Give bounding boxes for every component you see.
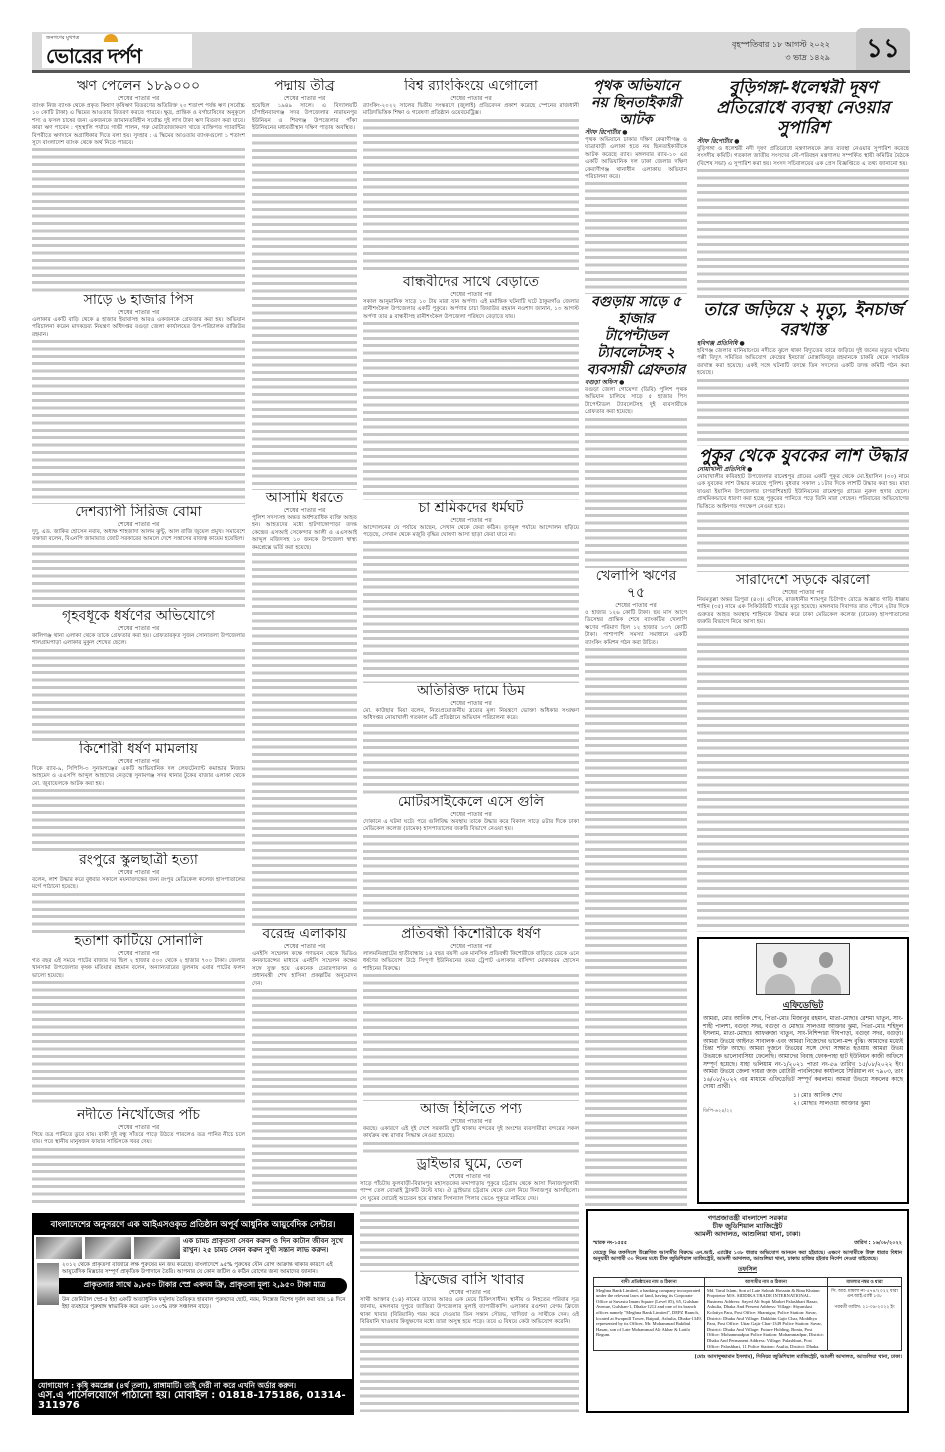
article-byline: স্টাফ রিপোর্টার ● <box>697 138 740 145</box>
case-cell <box>828 1286 902 1351</box>
ad-phone-numbers: এস.এ পার্সেলযোগে পাঠানো হয়। মোবাইল : 01818-175186, 01314-311976 <box>38 1390 346 1411</box>
article-body: গত বছর এই সময়ে পাটের বাজার দর ছিল ২ হাজার ৫০০ থেকে ২ হাজার ৭০০ টাকা। জেলার খানসামা উপজেলার কৃষক মতিয়ার রহমান বলেন, অন্যান্যবারের তুলনায় এবার পাটের ফলন ভালো হয়েছে। <box>32 958 245 979</box>
article-text-lines <box>252 553 357 926</box>
article-headline[interactable]: সাড়ে ৬ হাজার পিস <box>83 292 194 308</box>
continued-label: শেষের পাতার পর <box>782 589 824 596</box>
ad-photo <box>134 1237 180 1259</box>
page-number: ১১ <box>856 28 910 70</box>
news-article <box>585 78 687 294</box>
article-headline[interactable]: আজ হিলিতে পণ্য <box>420 1101 522 1117</box>
continued-label: শেষের পাতার পর <box>283 95 326 102</box>
article-body: গিয়ে তত্র পানিতে ডুবে যায়। বাকী দুই বন্ধু সাঁতরে পাড়ে উঠতে পারলেও তত্র পানির নীচে চলে যায়। পরে স্থানীয় মানুষজন ফায়ার সার্ভিসকে খবর দেয়। <box>32 1132 245 1146</box>
article-text-lines <box>252 134 357 490</box>
ad-tagline: এক চামচ প্রাকৃতসা সেবন করুন ও দিন কাটান জীবন সুখে রাখুন। ২৫ চামচ সেবন করুন সুখী সন্তান লাভ করুন। <box>183 1237 344 1254</box>
article-body: সাড়ে পাঁচটায় ফুলবাড়ী-বিরামপুর মহাসড়কের মদ্দাপাড়ায় পুকুরে চট্টগ্রাম থেকে আসা দিনাজপুরগামী পাম্প তেল বোঝাই ট্রাকটি উল্টে যায়। ঐ ড্রাইভার চট্টগ্রাম থেকে তেল নিয়ে দিনাজপুর আসছিলো। সে ঘুমের ঘোরেই অচেতন হয়ে রাস্তার সিগন্যাল পিলার ভেঙে পুকুরে নামিয়ে দেয়। <box>360 1181 579 1202</box>
article-headline[interactable]: রংপুরে স্কুলছাত্রী হত্যা <box>79 852 198 868</box>
news-article <box>32 292 245 504</box>
table-row <box>594 1286 902 1351</box>
article-headline[interactable]: পদ্মায় তীব্র <box>274 78 335 94</box>
news-article <box>360 1156 579 1272</box>
plaintiff-cell: Meghna Bank Limited, a banking company incorporated under the relevant laws of land, having its Corporate Office at Suvastu Imam Square (Level 05), 65, Gulshan Avenue, Gulshan-1, Dhaka-1212 and one of its branch offices namely "Meghna Bank Limited", DEPZ Branch, located at Swapnill Tower, Baipail, Ashulia, Dhaka-1349, represented by its Officer, Mr. Mohammad Rakibul Hasan, son of Late Mohammad Ali Akbar & Latifa Begum. <box>594 1286 705 1351</box>
article-headline[interactable]: বিশ্ব র‍্যাংকিংয়ে এগোলো <box>404 78 538 94</box>
news-article <box>363 683 579 794</box>
news-article <box>360 1272 579 1412</box>
article-body: বগুড়া জেলা গোয়েন্দা (ডিবি) পুলিশ পৃথক অভিযান চালিয়ে সাড়ে ৫ হাজার পিস টাপেন্টাডল ট্যাবলেটসহ দুই ব্যবসায়ীকে গ্রেফতার করা হয়েছে। <box>585 387 687 416</box>
notice-paragraph: যেহেতু নিম্ন তফসিলে উল্লেখিত আসামীর বিরুদ্ধে এন.আই. এ্যাক্টের ১৩৮ ধারার অভিযোগ আনয়ন করা হইয়াছে। এক্ষণে আসামীকে উক্ত ধারার বিধান অনুযায়ী আগামী ৩০ দিনের মধ্যে চীফ জুডিশিয়াল ম্যাজিস্ট্রেট, আমলী আদালত, আশুলিয়া থানা, ঢাকায় হাজির হইবার নির্দেশ দেওয়া যাইতেছে। <box>593 1250 902 1262</box>
article-headline[interactable]: পুকুর থেকে যুবকের লাশ উদ্ধার <box>698 446 908 466</box>
article-body: হয়েছিল ১৯৪৯ সালে। এ বিদ্যালয়টি চাঁপাইনবাবগঞ্জ সদর উপজেলার নারায়নপুর ইউনিয়ন ও শিবগঞ্জ উপজেলার পাঁকা ইউনিয়নের মধ্যবর্তীস্থান দক্ষিণ পাড়ায় অবস্থিত। <box>252 103 357 132</box>
news-article <box>32 608 245 741</box>
article-headline[interactable]: বরেন্দ্র এলাকায় <box>262 926 347 942</box>
case-number: সি. আর. মামলা নং-৫৭৪/২০২২ ধারা এন.আই.এ্যাক্ট ১৩৮ <box>831 1287 898 1299</box>
article-body: এনইসি সম্মেলন কক্ষে গণভবন থেকে ভিডিও কনফারেন্সের মাধ্যমে এনইসি সম্মেলন কক্ষের সঙ্গে যুক্ত হয়ে একনেক চেয়ারপারসন ও প্রধানমন্ত্রী শেখ হাসিনা প্রকল্পটির অনুমোদন দেন। <box>252 951 357 987</box>
article-body: এলাকার একটি বাড়ি থেকে ৪ হাজার ইয়াবাসহ আরও একজনকে গ্রেফতার করা হয়। অভিযান পরিচালনা করেন মাদকদ্রব্য নিয়ন্ত্রণ অধিদপ্তর বগুড়া জেলা কার্যালয়ের উপ-পরিচালক রাজিউর রহমান। <box>32 317 245 338</box>
news-article <box>32 852 245 933</box>
article-byline: হবিগঞ্জ প্রতিনিধি ● <box>697 340 745 347</box>
article-headline[interactable]: বগুড়ায় সাড়ে ৫ হাজার টাপেন্টাডল ট্যাবলেটসহ ২ ব্যবসায়ী গ্রেফতার <box>586 294 686 378</box>
news-article <box>363 500 579 683</box>
article-text-lines <box>363 119 579 274</box>
article-text-lines <box>697 512 909 572</box>
accused-cell: Md. Tarul Islam, Son of Late Sohrab Hossain & Rina Khatun Proprietor M/S. SIDDIKA TRADE INTERNATIONAL. Business Address: Sayed Ali Supti Market Palashbari Bazar, Ashulia, Dhaka And Present Address: Village: Shyamlasi Kolatiya Para, Post Office: Sharnigar, Police Station: Savar, District: Dhaka And Village: Dakkhin Gajir Char, Moddhya Para, Post Office: Uttar Gajir Char-1349 Police Station: Savar, District: Dhaka And Village: Future Holding, Bonia, Post Office: Mohammadpur Police Station: Mohammadpur, District: Dhaka And Permanent Address: Village: Palashbari, Post Office: Palashbari, 11 Police Station: Asulia, District: Dhaka. <box>704 1286 827 1351</box>
continued-label: শেষের পাতার পর <box>448 1173 491 1180</box>
continued-label: শেষের পাতার পর <box>117 625 160 632</box>
article-text-lines <box>32 1148 245 1207</box>
article-text-lines <box>32 981 245 1107</box>
ad-text: ২০১২ থেকে প্রাকৃতসা বাজারে লক্ষ পুরুষের মন জয় করেছে। বাংলাদেশে ৯৫% পুরুষের যৌন রোগ আক্রান্ত থাকার কারণে এই আয়ুর্বেদিক মিক্সচার সম্পূর্ণ প্রাকৃতিক উপাদানে তৈরি। আপনার যে কোন জটিল ও কঠিন রোগের জন্য আমাদের জানান। <box>62 1262 333 1275</box>
article-headline[interactable]: অতিরিক্ত দামে ডিম <box>417 683 525 699</box>
ad-photo <box>36 1237 82 1259</box>
news-article <box>363 794 579 926</box>
continued-label: শেষের পাতার পর <box>450 95 492 102</box>
article-body: হবিগঞ্জ জেলার বানিয়াচংয়ে নদীতে ঝুলে থাকা বিদ্যুতের তারে জড়িয়ে দুই জনের মৃত্যুর ঘটনায় পল্লী বিদ্যুৎ সমিতির অভিযোগ কেন্দ্রের ইনচার্জ মোস্তাফিজুর রহমানকে চাকরি থেকে সাময়িক বরখাস্ত করা হয়েছে। একই সঙ্গে ঘটনাটি তদন্তে তিন সদস্যের একটি তদন্ত কমিটি গঠন করা হয়েছে। <box>697 348 909 377</box>
article-body: করছে। একারণে এই দুই দেশে সরকারি ছুটি থাকায় বন্দরের দুই অংশের ব্যবসায়ীরা বন্দরের সকল কার্যক্রম বন্ধ রাখার সিদ্ধান্ত নেওয়া হয়েছে। <box>363 1126 579 1140</box>
article-text-lines <box>585 648 687 1208</box>
continued-label: শেষের পাতার পর <box>283 943 326 950</box>
column-header: মামলার নম্বর ও ধারা <box>828 1278 902 1287</box>
article-text-lines <box>32 148 245 292</box>
news-article <box>363 1101 579 1156</box>
ad-price-banner: প্রাকৃতসার সাথে ৯,৮৫০ টাকার স্প্রে একদম ফ্রি, প্রাকৃতসা মূল্য ২,৯৫০ টাকা মাত্র <box>39 1278 347 1294</box>
bangla-date: ৩ ভাদ্র ১৪২৯ <box>785 53 830 62</box>
article-headline[interactable]: বুড়িগঙ্গা-ধলেশ্বরী দূষণ প্রতিরোধে ব্যবস্থা নেওয়ার সুপারিশ <box>716 78 890 138</box>
continued-label: শেষের পাতার পর <box>450 943 492 950</box>
ad-contact <box>34 1379 352 1413</box>
article-headline[interactable]: খেলাপি ঋণের ৭৫ <box>595 568 677 601</box>
news-article <box>252 490 357 926</box>
article-body: ৫ হাজার ১২৬ কোটি টাকা। ছয় মাস আগে ডিসেম্বর প্রান্তিক শেষে ব্যাংকটির খেলাপি ঋণের পরিমাণ ছিল ১২ হাজার ১৩৭ কোটি টাকা। পাশাপাশি সমস্যা সমাধানে একটি ব্যাংকিং কমিশন গঠন করা উচিত। <box>585 610 687 646</box>
affidavit-title: এফিডেভিট <box>782 1001 824 1011</box>
article-headline[interactable]: হতাশা কাটিয়ে সোনালি <box>74 933 203 949</box>
continued-label: শেষের পাতার পর <box>117 758 160 765</box>
notice-date: তারিখ : ১৬/০৮/২০২২ <box>854 1240 902 1246</box>
article-byline: নোয়াখালী প্রতিনিধি ● <box>697 466 753 473</box>
continued-label: শেষের পাতার পর <box>450 517 492 524</box>
news-article <box>697 446 909 572</box>
article-text-lines <box>585 182 687 294</box>
article-text-lines <box>697 379 909 446</box>
product-box-image <box>37 1263 59 1305</box>
article-body: কালিগঞ্জ থানা এলাকা থেকে তাকে গ্রেফতার করা হয়। গ্রেফতারকৃত সুজন সোনাতলা উপজেলার শালগ্রামপাড়া এলাকার মুকুল শেখের ছেলে। <box>32 633 245 647</box>
gregorian-date: বৃহস্পতিবার ১৮ আগস্ট ২০২২ <box>732 40 830 49</box>
article-text-lines <box>697 628 909 932</box>
continued-label: শেষের পাতার পর <box>450 1118 492 1125</box>
article-text-lines <box>360 1204 579 1272</box>
court-notice <box>586 1209 909 1413</box>
newspaper-logo[interactable] <box>42 34 192 68</box>
ayurvedic-advertisement <box>32 1213 354 1415</box>
article-text-lines <box>697 169 909 300</box>
news-article <box>697 78 909 300</box>
news-article <box>585 294 687 568</box>
ad-title: বাংলাদেশের অনুসরণে এক আইএসওকৃত প্রতিষ্ঠান অপূর্ব আধুনিক আয়ুর্বেদিক সেন্টার। <box>34 1215 352 1235</box>
notice-govt: গণপ্রজাতন্ত্রী বাংলাদেশ সরকার <box>707 1214 788 1222</box>
article-body: নিয়মতুল্লা অন্তর ত্রিপুরা (৪০)। এদিকে, রাজধানীর শ্যামপুর চিটাগাং রোডে অজ্ঞাত গাড়ি ধাক্কায় শাহিন (৩৫) নামে এক সিকিউরিটি গার্ডের মৃত্যু হয়েছে। মঙ্গলবার দিবাগত রাত পৌনে ২টার দিকে গুরুতর আহত অবস্থায় শাহিনকে উদ্ধার করে ঢাকা মেডিকেল কলেজ (ঢামেক) হাসপাতালের জরুরি বিভাগে নিয়ে আসা হয়। <box>697 597 909 626</box>
article-body: বুড়িগঙ্গা ও ধলেশ্বরী নদী দূষণ প্রতিরোধে মন্ত্রণালয়কে দ্রুত ব্যবস্থা নেওয়ার সুপারিশ করেছে সংসদীয় কমিটি। গতকাল জাতীয় সংসদের নৌ-পরিবহন মন্ত্রণালয় সম্পর্কিত স্থায়ী কমিটির বৈঠকে (বিশেষ সভা) এ সুপারিশ করা হয়। সংসদ সচিবালয়ের এক প্রেস বিজ্ঞপ্তিতে এ তথ্য জানানো হয়। <box>697 146 909 167</box>
article-body: দুদু, এড. জাকির হোসেন নবাব, অধ্যক্ষ শাহজাদা আলম ঝুন্টু, আল রাজি জুয়েল প্রমুখ। সমাবেশে বক্তারা বলেন, বিএনপি জামায়াত জোট সরকারের আমলে দেশে সন্ত্রাসের রাজত্ব কায়েম হয়েছিল। <box>32 529 245 543</box>
news-article <box>363 926 579 1101</box>
person-photo <box>757 944 803 994</box>
article-headline[interactable]: চা শ্রমিকদের ধর্মঘট <box>418 500 524 516</box>
article-body: নোয়াখালীর কবিরহাট উপজেলার রামেশ্বপুর গ্রামের একটি পুকুর থেকে মো.ইয়াসিন (৩০) নামে এক যুবকের লাশ উদ্ধার করেছে পুলিশ। বুধবার সকাল ১১টার দিকে লাশটি উদ্ধার করা হয়। মারা যাওয়া ইয়াসিন উপজেলার চাপরাশিরহাট ইউনিয়নের রামেশ্বপুর গ্রামের নুরুল হুদার ছেলে। প্রাথমিকভাবে ধারণা করা হচ্ছে পুকুরের পানিতে পড়ে তিনি মারা গেছেন। পরিবারের অভিযোগের ভিত্তিতে আইনগত পদক্ষেপ নেওয়া হবে। <box>697 474 909 510</box>
article-headline[interactable]: ঋণ পেলেন ১৮৯০০০ <box>76 78 201 94</box>
continued-label: শেষের পাতার পর <box>283 507 326 514</box>
article-text-lines <box>32 340 245 504</box>
article-text-lines <box>32 649 245 741</box>
article-text-lines <box>32 893 245 933</box>
article-headline[interactable]: বান্ধবীদের সাথে বেড়াতে <box>403 274 539 290</box>
article-body: ব্যাংক নিজ ব্যাংক থেকে প্রকৃত কিষাণ কৃষিঋণ বিতরণের অতিরিক্ত ২০ শতাংশ পর্যন্ত ঋণ (সর্বোচ্চ ১০ কোটি টাকা) এ স্কিমের আওতায় বিতরণ করতে পারবে। ক্ষুদ্র, প্রান্তিক ও বর্গাচাষিদের অনুকূলে শস্য ও ফসল চাষের জন্য একজনকে জামানতবিহীন সর্বোচ্চ দুই লাখ টাকা ঋণ বিতরণ করা যাবে। কারা ঋণ পাবেন : গৃহস্থালি পর্যায়ে গাভী পালন, গরু মোটাতাজাকরণ খাতে ব্যক্তিগত গ্যারান্টির বিপরীতে ঋণদানে অগ্রাধিকার দিতে বলা হয়। সুদহার : এ স্কিমের আওতায় ব্যাংকগুলো ১ শতাংশ সুদে বাংলাদেশ ব্যাংক থেকে অর্থ নিতে পারবে। <box>32 103 245 147</box>
continued-label: শেষের পাতার পর <box>117 869 160 876</box>
schedule-table <box>593 1277 902 1351</box>
news-article <box>697 572 909 932</box>
notice-office: চীফ জুডিশিয়াল ম্যাজিস্ট্রেট <box>712 1222 783 1230</box>
next-date: পরবর্তী তারিখ: ২১-০৯-২০২২ ইং <box>834 1304 895 1310</box>
affidavit-notice <box>697 937 909 1204</box>
article-text-lines <box>32 545 245 608</box>
continued-label: শেষের পাতার পর <box>117 521 160 528</box>
article-text-lines <box>363 835 579 926</box>
signatory: ১। মোঃ আনিক শেখ <box>793 1091 842 1099</box>
news-article <box>32 933 245 1107</box>
article-text-lines <box>32 789 245 852</box>
news-article <box>32 78 245 292</box>
ad-text: উন জেনিটাল স্প্রে-৫ ইহা একটি অত্যাধুনিক ফর্মুলায় তৈরিকৃত হারবাল পুরুষদের ছোট, নরম, নিস্তেজ বিশেষ দুর্বল করা যায় ১৪ দিনে ইহা ব্যবহারে পুরুষাঙ্গ স্বাভাবিক করে এবং ১০০% রক্ত সঞ্চালন বাড়ে। <box>62 1297 346 1310</box>
column-header: আসামীর নাম ও ঠিকানা <box>704 1278 827 1287</box>
article-body: সকাল আনুমানিক সাড়ে ১০ টায় মারা যান অর্পণা। এই মর্মান্তিক ঘটনাটি ঘটে ঠাকুরগাঁও জেলার রানীশংকৈল উপজেলার একটি পুকুরে। অর্পণার চাচা জিয়াউর রহমান নওশাদ জানান, ১৩ আগস্ট অর্পণা তার ৪ বান্ধবীসহ রানীশংকৈল উপজেলা পরিষদে বেড়াতে যায়। <box>363 299 579 320</box>
article-body: বলেন, লাশ উদ্ধার করে বুধবার সকালে ময়নাতদন্তের জন্য রংপুর মেডিকেল কলেজ হাসপাতালের মর্গে পাঠানো হয়েছে। <box>32 877 245 891</box>
article-byline: স্টাফ রিপোর্টার ● <box>585 129 628 136</box>
article-text-lines <box>363 974 579 1101</box>
sun-icon <box>104 34 118 42</box>
article-headline[interactable]: ফ্রিজের বাসি খাবার <box>414 1272 525 1288</box>
continued-label: শেষের পাতার পর <box>117 950 160 957</box>
news-article <box>32 1107 245 1207</box>
ad-photo <box>85 1237 131 1259</box>
continued-label: শেষের পাতার পর <box>117 1124 160 1131</box>
news-article <box>363 274 579 500</box>
logo-tagline: জনগণের মুখপত্র <box>46 35 80 41</box>
notice-signature: (মোঃ আসাদুজ্জামান ইসলাম), সিনিয়র জুডিশিয়াল ম্যাজিস্ট্রেট, আমলী আদালত, আশুলিয়া থানা, ঢাকা। <box>694 1354 902 1361</box>
article-headline[interactable]: গৃহবধূকে ধর্ষণের অভিযোগে <box>62 608 215 624</box>
article-body: পৃথক অভিযানে ঢাকার দক্ষিণ কেরাণীগঞ্জ ও যাত্রাবাড়ী এলাকা হতে নয় ছিনতাইকারীকে আটক করেছে র‍্যাব। মঙ্গলবার র‍্যাব-১০ এর একটি আভিযানিক দল ঢাকা জেলার দক্ষিণ কেরাণীগঞ্জ থানাধীন এলাকায় অভিযান পরিচালনা করে। <box>585 137 687 181</box>
article-headline[interactable]: তারে জড়িয়ে ২ মৃত্যু, ইনচার্জ বরখাস্ত <box>703 300 903 340</box>
news-article <box>585 568 687 1208</box>
article-text-lines <box>252 989 357 1206</box>
article-headline[interactable]: কিশোরী ধর্ষণ মামলায় <box>79 741 198 757</box>
continued-label: শেষের পাতার পর <box>450 291 492 298</box>
article-text-lines <box>363 322 579 500</box>
notice-court: আমলী আদালত, আশুলিয়া থানা, ঢাকা। <box>694 1230 801 1238</box>
article-headline[interactable]: মোটরসাইকেলে এসে গুলি <box>397 794 545 810</box>
article-body: দিকে র‍্যাব-৯, সিপিসি-৩ সুনামগঞ্জের একটি আভিযানিক দল লেফটেন্যান্ট কমান্ডার নিজাম আহমেদ ও এএসপি আব্দুল আহাদের নেতৃত্বে সুনামগঞ্জ সদর থানার টুকের বাজার এলাকা থেকে মো. জুবায়েলকে আটক করা হয়। <box>32 766 245 787</box>
article-headline[interactable]: দেশব্যাপী সিরিজ বোমা <box>75 504 202 520</box>
news-article <box>697 300 909 446</box>
couple-photo <box>756 943 850 995</box>
person-photo <box>803 944 849 994</box>
continued-label: শেষের পাতার পর <box>117 309 160 316</box>
continued-label: শেষের পাতার পর <box>450 700 492 707</box>
issue-date <box>732 38 830 64</box>
article-text-lines <box>363 1142 579 1156</box>
continued-label: শেষের পাতার পর <box>450 811 492 818</box>
ad-code: ডিপি-৬২৪/২২ <box>703 1107 733 1114</box>
article-text-lines <box>585 418 687 568</box>
article-headline[interactable]: আসামি ধরতে <box>265 490 344 506</box>
article-body: আন্দোলনের যে পর্যায়ে আছেন, সেখান থেকে ফেরা কঠিন। তৃণমূল পর্যায়ে আন্দোলন ছড়িয়ে পড়েছে, সেখান থেকে মজুরি বৃদ্ধির ঘোষণা আসা ছাড়া ফেরা যাবে না। <box>363 525 579 539</box>
logo-name: ভোরের দর্পণ <box>46 44 141 68</box>
schedule-title: তফসিল <box>737 1266 758 1273</box>
article-body: দোকানে এ ঘটনা ঘটে। পরে গুলিবিদ্ধ অবস্থায় তাকে উদ্ধার করে বিকাল সাড়ে ৪টার দিকে ঢাকা মেডিকেল কলেজ (ঢামেক) হাসপাতালের জরুরি বিভাগে নেওয়া হয়। <box>363 819 579 833</box>
article-body: মো. কাউছার মিয়া বলেন, নিত্যপ্রয়োজনীয় দ্রব্যের মূল্য নিয়ন্ত্রণে ভোক্তা অধিকার সংরক্ষণ অধিদপ্তর নোয়াখালী গতকাল ৬টি প্রতিষ্ঠানে অভিযান পরিচালনা করে। <box>363 708 579 722</box>
news-article <box>252 78 357 490</box>
article-body: পুলিশ সদস্যসহ অন্তত অর্ধশতাধিক ব্যক্তি আহত হন। আহতদের মধ্যে হাটগাঙ্গোপাড়া তদন্ত কেন্দ্রের এসআই সেকেন্দার আলী ও এএসআই আব্দুল মজিদসহ ১০ জনকে উপজেলা স্বাস্থ্য কমপ্লেক্সে ভর্তি করা হয়েছে। <box>252 515 357 551</box>
ad-address: যোগাযোগ : কৃষি কমপ্লেক্স (৪র্থ তলা), রাঙ্গামাটি। তাই দেরী না করে এখনি অর্ডার করুন। <box>38 1381 297 1390</box>
article-text-lines <box>363 724 579 794</box>
news-article <box>32 504 245 608</box>
continued-label: শেষের পাতার পর <box>615 602 657 609</box>
article-body: সাথী আক্তার (১৪) নামের তাদের আরও এক মেয়ে চিকিৎসাধীন। স্থানীয় ও নিহতের পরিবার সূত্র জানায়, মঙ্গলবার দুপুরে জাজিরা উপজেলার মুলাই ব্যাপারীকান্দি এলাকার রওশনা বেগম ফ্রিজে থাকা খাবার (বিরিয়ানি) গরম করে দেওয়ার তিন সন্তান সৌরভ, খাদিজা ও সাথীকে দেন। ওই বিরিয়ানি খাওয়ার কিছুক্ষণের মধ্যে তারা অসুস্থ হয়ে পড়ে। তবে এ বিষয়ে কেউ অভিযোগ করেনি। <box>360 1297 579 1326</box>
article-body: লালমনিরহাটের হাতীবান্ধায় ১৪ বছর বয়সী এক মানসিক প্রতিবন্ধী কিশোরীকে বাড়িতে ডেকে এনে ধর্ষণের অভিযোগ উঠে সিন্দুর্ণা ইউনিয়নের তমর ট্রেপাট এলাকার বাসিন্দা মোকাররম হোসেন শাহিনের বিরুদ্ধে। <box>363 951 579 972</box>
article-body: র‍্যাংকিং-২০২২ সালের দ্বিতীয় সংস্করণে (জুলাই) প্রতিবেদন প্রকাশ করেছে স্পেনের রাজধানী মাদ্রিদভিত্তিক শিক্ষা ও গবেষণা প্রতিষ্ঠান ওয়েবমেট্রিক্স। <box>363 103 579 117</box>
continued-label: শেষের পাতার পর <box>448 1289 491 1296</box>
article-headline[interactable]: ড্রাইভার ঘুমে, তেল <box>416 1156 523 1172</box>
news-article <box>252 926 357 1206</box>
article-text-lines <box>360 1328 579 1412</box>
news-article <box>363 78 579 274</box>
article-headline[interactable]: প্রতিবন্ধী কিশোরীকে ধর্ষণ <box>401 926 541 942</box>
article-headline[interactable]: নদীতে নিখোঁজের পাঁচ <box>77 1107 200 1123</box>
article-text-lines <box>363 541 579 683</box>
news-article <box>32 741 245 852</box>
article-headline[interactable]: সারাদেশে সড়কে ঝরলো <box>736 572 870 588</box>
article-byline: বগুড়া অফিস ● <box>585 379 625 386</box>
affidavit-body: আমরা, মোঃ আনিক শেখ, পিতা-মোঃ মিজানুর রহমান, মাতা-মোছাঃ রেশমা খাতুন, সাং-শাহী পালশা, বগুড়া সদর, বগুড়া ও মোছাঃ সালওয়া আক্তার ঝুমা, পিতা-মোঃ শহিদুল ইসলাম, মাতা-মোছাঃ আফরুজা খাতুন, সাং-নিশিন্দারা দীঘপাড়া, বগুড়া সদর, বগুড়া। আমরা উভয়ে আইনত সাবালক এবং আমরা নিজেদের ভালো-মন্দ বুঝি। আমাদের মধ্যেই চিন্তা শক্তি আছে। আমরা দুজনে উভয়ের সঙ্গে দেখা সাক্ষাত হওয়ায় আমরা উভয় উভয়কে ভালোবাসিয়া ফেলেছি। আমাদের বিবাহ ফোকপাহা হাট ইউনিয়ন কাজী অফিসে সম্পূর্ণ হয়েছে। যাহা ভলিয়াম নং-১/২০২১ পাতা নং-৫৬ তারিখ ১৫/০৮/২০২২ ইং। আমরা উভয়ে জেলা দায়রা জজ রোটারী পাবলিকের কার্যালয়ে সিরিয়াল নং ৭৯০৩, তাং ১৬/০৮/২০২২ এর মাধ্যমে এফিডেভিট সম্পূর্ণ করলাম। আমরা উভয়ে সকলের কাছে দোয়া প্রার্থী। <box>703 1016 903 1091</box>
masthead <box>32 32 910 73</box>
article-headline[interactable]: পৃথক অভিযানে নয় ছিনতাইকারী আটক <box>591 78 681 128</box>
column-header: বাদী/ প্রতিষ্ঠানের নাম ও ঠিকানা <box>594 1278 705 1287</box>
signatory: ২। মোছাঃ সালওয়া আক্তার ঝুমা <box>793 1099 871 1107</box>
memo-number: স্মারক নং-১৫৫৫ <box>593 1240 628 1246</box>
continued-label: শেষের পাতার পর <box>117 95 160 102</box>
